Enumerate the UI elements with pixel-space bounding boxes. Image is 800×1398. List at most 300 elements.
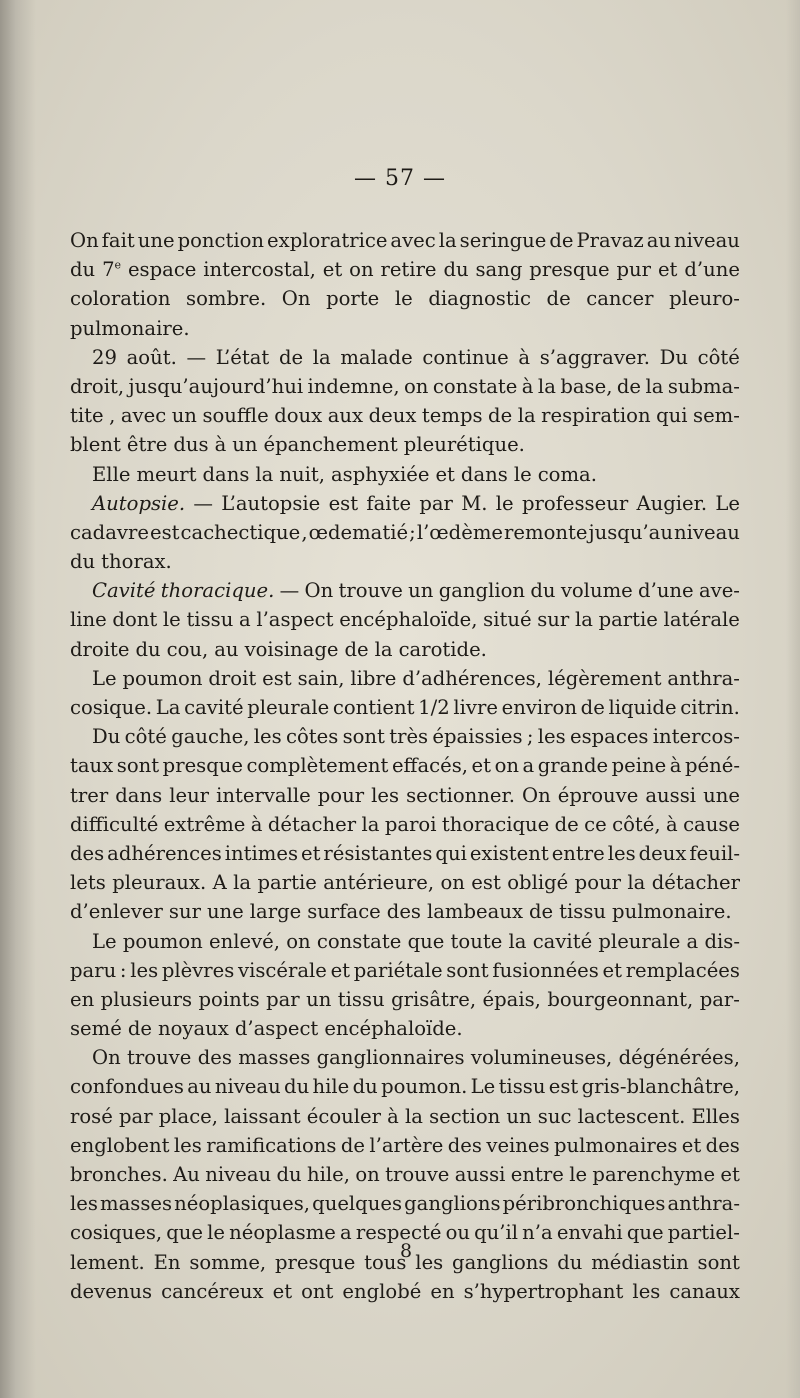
word: ganglionnaires: [316, 1046, 465, 1070]
word: qu’il: [474, 1221, 519, 1245]
word: un: [232, 433, 258, 457]
word: large: [249, 900, 302, 924]
word: viscérale: [238, 958, 327, 982]
word: cosiques,: [70, 1221, 163, 1245]
word: dégénérées,: [618, 1046, 740, 1070]
word: un: [171, 404, 197, 428]
word: ave-: [698, 579, 740, 603]
word: canaux: [669, 1279, 740, 1303]
word: On: [281, 287, 311, 311]
text-line: [70, 956, 740, 985]
word: a: [340, 1221, 352, 1245]
word: ou: [445, 1221, 470, 1245]
word: au: [214, 637, 239, 661]
word: à: [387, 1104, 399, 1128]
word: pur: [616, 258, 652, 282]
word: trouve: [127, 1046, 192, 1070]
text-line: [70, 1277, 740, 1306]
word: nuit,: [279, 462, 325, 486]
word: d’une: [684, 258, 740, 282]
word: souffle: [202, 404, 269, 428]
word: On: [522, 783, 551, 807]
word: l’œdème: [416, 520, 503, 544]
word: médiastin: [591, 1250, 689, 1274]
word: diagnostic: [428, 287, 531, 311]
word: et: [602, 958, 622, 982]
word: entre: [510, 1163, 564, 1186]
word: respiration: [541, 404, 651, 428]
text-line: [70, 518, 740, 547]
word: malade: [340, 345, 413, 369]
word: au: [646, 229, 672, 252]
text-line: [70, 401, 740, 430]
word: paroi: [384, 812, 437, 836]
word: à: [665, 812, 678, 836]
text-line: [70, 547, 740, 576]
word: pleuraux.: [112, 871, 207, 895]
word: poumon.: [381, 1075, 468, 1099]
word: par-: [699, 987, 740, 1011]
word: a: [238, 608, 251, 632]
word: voisinage: [244, 637, 339, 661]
word: péribronchiques: [502, 1192, 666, 1216]
word: pour: [574, 871, 621, 895]
word: Cavité: [92, 579, 156, 603]
word: un: [306, 987, 332, 1011]
word: sur: [537, 608, 570, 632]
word: des: [705, 1133, 740, 1157]
word: Au: [173, 1163, 200, 1186]
word: à: [669, 754, 682, 778]
word: presque: [162, 754, 243, 778]
word: asphyxiée: [330, 462, 430, 486]
word: gris-blanchâtre,: [581, 1075, 740, 1099]
word: trouve: [385, 1163, 450, 1186]
word: que: [626, 1221, 664, 1245]
word: des: [386, 900, 421, 924]
word: porte: [326, 287, 380, 311]
word: hile: [312, 1075, 350, 1099]
word: —: [279, 579, 300, 603]
word: cavité: [184, 696, 244, 719]
text-line: [70, 985, 740, 1014]
word: la: [255, 462, 274, 486]
word: être: [126, 433, 168, 457]
word: blent: [70, 433, 121, 457]
word: M.: [461, 491, 488, 515]
word: paru: [70, 958, 117, 982]
word: en: [70, 987, 95, 1011]
word: ganglions: [404, 1192, 501, 1216]
text-line: [70, 693, 740, 722]
word: espace: [127, 258, 197, 282]
word: deux: [368, 404, 417, 428]
word: thorax.: [101, 550, 172, 574]
word: Le: [470, 1075, 496, 1099]
text-line: [70, 664, 740, 693]
word: presque: [529, 258, 610, 282]
word: coloration: [70, 287, 171, 311]
word: tissu: [498, 1075, 546, 1099]
word: droit: [208, 666, 257, 690]
word: la: [374, 637, 393, 661]
word: de: [529, 900, 554, 924]
word: ganglions: [452, 1250, 549, 1274]
word: englobent: [70, 1133, 170, 1157]
word: lactescent.: [577, 1104, 686, 1128]
text-line: [70, 1072, 740, 1101]
word: par: [118, 1104, 153, 1128]
word: L’autopsie: [221, 491, 321, 515]
word: la: [574, 608, 593, 632]
text-line: [70, 1014, 740, 1043]
word: remplacées: [625, 958, 740, 982]
word: poumon: [122, 929, 203, 953]
word: la: [517, 404, 536, 428]
signature-mark: 8: [399, 1240, 413, 1262]
text-line: [70, 430, 740, 459]
word: et: [435, 462, 455, 486]
word: subma-: [667, 374, 740, 398]
word: cosique.: [70, 696, 153, 719]
word: la: [361, 812, 380, 836]
word: on: [404, 374, 429, 398]
text-line: [70, 635, 740, 664]
word: les: [607, 841, 636, 865]
word: du: [284, 1075, 310, 1099]
word: les: [537, 725, 566, 749]
word: constate: [432, 374, 518, 398]
word: cadavre: [70, 520, 149, 544]
word: effacés,: [391, 754, 469, 778]
word: la: [627, 871, 646, 895]
word: cancéreux: [161, 1279, 264, 1303]
word: partie: [257, 871, 317, 895]
word: parenchyme: [592, 1163, 716, 1186]
word: est: [149, 520, 180, 544]
word: dans: [115, 783, 163, 807]
word: —: [193, 491, 214, 515]
word: sont: [116, 754, 160, 778]
word: à: [518, 345, 531, 369]
word: pour: [317, 783, 365, 807]
word: niveau: [205, 1163, 272, 1186]
word: sont: [342, 725, 385, 749]
text-line: [70, 605, 740, 634]
word: respecté: [355, 1221, 442, 1245]
word: une: [206, 900, 244, 924]
word: du: [530, 579, 556, 603]
word: gauche,: [171, 725, 250, 749]
word: les: [173, 1133, 202, 1157]
word: enlevé,: [209, 929, 280, 953]
word: août.: [126, 345, 177, 369]
word: adhérences: [107, 841, 222, 865]
text-line: [70, 489, 740, 518]
body-text: [70, 226, 740, 1306]
word: s’aggraver.: [539, 345, 650, 369]
word: est: [471, 871, 501, 895]
word: ramifications: [206, 1133, 337, 1157]
word: situé: [483, 608, 532, 632]
text-line: [70, 810, 740, 839]
word: ganglion: [438, 579, 526, 603]
word: épais,: [482, 987, 541, 1011]
word: liquide: [608, 696, 677, 719]
word: englobé: [342, 1279, 422, 1303]
word: droit,: [70, 374, 125, 398]
word: de: [616, 374, 641, 398]
word: du: [557, 1250, 583, 1274]
word: carotide.: [398, 637, 487, 661]
text-line: [70, 1102, 740, 1131]
word: d’aspect: [234, 1017, 319, 1041]
word: dus: [173, 433, 209, 457]
word: niveau: [674, 520, 740, 544]
word: de: [488, 404, 513, 428]
text-line: [70, 576, 740, 605]
word: une: [703, 783, 740, 807]
word: cause: [683, 812, 740, 836]
word: antérieure,: [323, 871, 435, 895]
word: ce: [584, 812, 607, 836]
word: un: [506, 1104, 532, 1128]
word: les: [632, 1279, 661, 1303]
word: intercostal,: [203, 258, 316, 282]
word: laissant: [224, 1104, 301, 1128]
word: L’état: [215, 345, 270, 369]
word: que: [166, 1221, 204, 1245]
word: hile,: [306, 1163, 350, 1186]
word: plèvres: [161, 958, 235, 982]
word: taux: [70, 754, 114, 778]
word: remonte: [504, 520, 588, 544]
word: on: [355, 1163, 380, 1186]
text-line: [70, 1043, 740, 1072]
word: retire: [380, 258, 437, 282]
word: du: [443, 258, 469, 282]
text-line: [70, 781, 740, 810]
word: points: [198, 987, 260, 1011]
text-line: [70, 226, 740, 255]
word: la: [312, 345, 331, 369]
word: pulmonaire.: [70, 316, 190, 340]
text-line: [70, 927, 740, 956]
text-line: [70, 372, 740, 401]
word: et: [681, 1133, 702, 1157]
word: intimes: [224, 841, 299, 865]
word: encéphaloïde.: [324, 1017, 463, 1041]
word: on: [440, 871, 465, 895]
word: la: [438, 229, 457, 252]
word: des: [197, 1046, 232, 1070]
word: volume: [560, 579, 633, 603]
word: la: [233, 871, 252, 895]
word: encéphaloïde,: [339, 608, 478, 632]
word: anthra-: [667, 1192, 740, 1216]
word: qui: [435, 841, 467, 865]
word: citrin.: [680, 696, 740, 719]
word: est: [548, 1075, 579, 1099]
word: pleurale: [598, 929, 681, 953]
word: le: [569, 1163, 588, 1186]
word: confondues: [70, 1075, 184, 1099]
word: qui: [656, 404, 688, 428]
text-line: [70, 751, 740, 780]
word: et: [471, 754, 492, 778]
word: lets: [70, 871, 106, 895]
word: œdematié: [308, 520, 409, 544]
word: presque: [274, 1250, 356, 1274]
word: dans: [460, 462, 508, 486]
word: les: [371, 783, 400, 807]
word: Le: [715, 491, 740, 515]
word: 1/2: [418, 696, 450, 719]
word: intervalle: [216, 783, 311, 807]
word: niveau: [674, 229, 740, 252]
word: section: [429, 1104, 501, 1128]
word: et: [720, 1163, 740, 1186]
word: sont: [446, 958, 489, 982]
word: bronches.: [70, 1163, 168, 1186]
word: exploratrice: [267, 229, 388, 252]
word: A: [212, 871, 227, 895]
word: que: [407, 929, 445, 953]
word: difficulté: [70, 812, 159, 836]
text-line: [70, 460, 740, 489]
word: du: [352, 1075, 378, 1099]
word: cou,: [166, 637, 209, 661]
word: Elle: [92, 462, 131, 486]
word: légèrement: [547, 666, 662, 690]
word: partiel-: [667, 1221, 740, 1245]
word: côté: [697, 345, 740, 369]
word: cachectique: [180, 520, 301, 544]
word: sont: [697, 1250, 740, 1274]
word: une: [137, 229, 175, 252]
word: pulmonaire.: [612, 900, 732, 924]
word: niveau: [214, 1075, 281, 1099]
word: on: [494, 754, 519, 778]
word: épaissies: [432, 725, 523, 749]
word: très: [389, 725, 429, 749]
word: le: [513, 462, 532, 486]
word: droite: [70, 637, 130, 661]
word: dans: [202, 462, 250, 486]
word: l’artère: [369, 1133, 444, 1157]
word: :: [119, 958, 127, 982]
word: d’adhérences,: [402, 666, 542, 690]
word: anthra-: [667, 666, 740, 690]
word: partie: [598, 608, 658, 632]
word: cancer: [586, 287, 654, 311]
text-line: [70, 722, 740, 751]
word: de: [127, 1017, 152, 1041]
word: lement.: [70, 1250, 145, 1274]
word: On: [70, 229, 99, 252]
word: cavité: [532, 929, 593, 953]
word: néoplasiques,: [174, 1192, 311, 1216]
word: continue: [422, 345, 509, 369]
word: quelques: [312, 1192, 402, 1216]
word: professeur: [521, 491, 629, 515]
word: le: [162, 608, 181, 632]
word: extrême: [163, 812, 246, 836]
word: est: [328, 491, 359, 515]
word: rosé: [70, 1104, 113, 1128]
word: sur: [168, 900, 201, 924]
word: éprouve: [557, 783, 639, 807]
text-line: [70, 897, 740, 926]
word: La: [155, 696, 181, 719]
word: les: [253, 725, 282, 749]
word: grisâtre,: [391, 987, 477, 1011]
word: grande: [537, 754, 609, 778]
word: les: [70, 1192, 98, 1216]
word: avec: [390, 229, 436, 252]
word: du: [135, 637, 161, 661]
text-line: [70, 314, 740, 343]
word: du: [70, 550, 96, 574]
word: est: [262, 666, 292, 690]
word: seringue: [459, 229, 547, 252]
word: sombre.: [186, 287, 267, 311]
page-number: — 57 —: [354, 166, 446, 191]
word: envahi: [556, 1221, 623, 1245]
word: pleurale: [247, 696, 330, 719]
word: leur: [169, 783, 210, 807]
word: ,: [301, 520, 308, 544]
word: contient: [332, 696, 415, 719]
word: du: [70, 258, 96, 282]
word: temps: [421, 404, 483, 428]
word: a: [686, 929, 699, 953]
word: et: [657, 258, 678, 282]
word: pleurétique.: [403, 433, 525, 457]
word: d’une: [638, 579, 694, 603]
word: masses: [238, 1046, 311, 1070]
word: devenus: [70, 1279, 153, 1303]
word: côté,: [612, 812, 661, 836]
word: indemne,: [307, 374, 400, 398]
word: par: [266, 987, 300, 1011]
word: suc: [537, 1104, 572, 1128]
word: et: [330, 958, 351, 982]
word: 29: [92, 345, 117, 369]
word: coma.: [537, 462, 597, 486]
word: somme,: [189, 1250, 267, 1274]
word: et: [300, 841, 321, 865]
word: base,: [560, 374, 613, 398]
word: existent: [469, 841, 549, 865]
word: avec: [120, 404, 167, 428]
word: de: [554, 812, 579, 836]
word: tissu: [186, 608, 234, 632]
word: côté: [124, 725, 167, 749]
word: le: [495, 491, 514, 515]
word: la: [404, 1104, 423, 1128]
word: volumineuses,: [470, 1046, 613, 1070]
word: Du: [92, 725, 121, 749]
word: complètement: [246, 754, 389, 778]
word: thoracique: [441, 812, 550, 836]
text-line: [70, 839, 740, 868]
word: de: [546, 287, 571, 311]
word: jusqu’aujourd’hui: [128, 374, 304, 398]
word: place,: [158, 1104, 218, 1128]
text-line: [70, 284, 740, 313]
word: obligé: [507, 871, 569, 895]
